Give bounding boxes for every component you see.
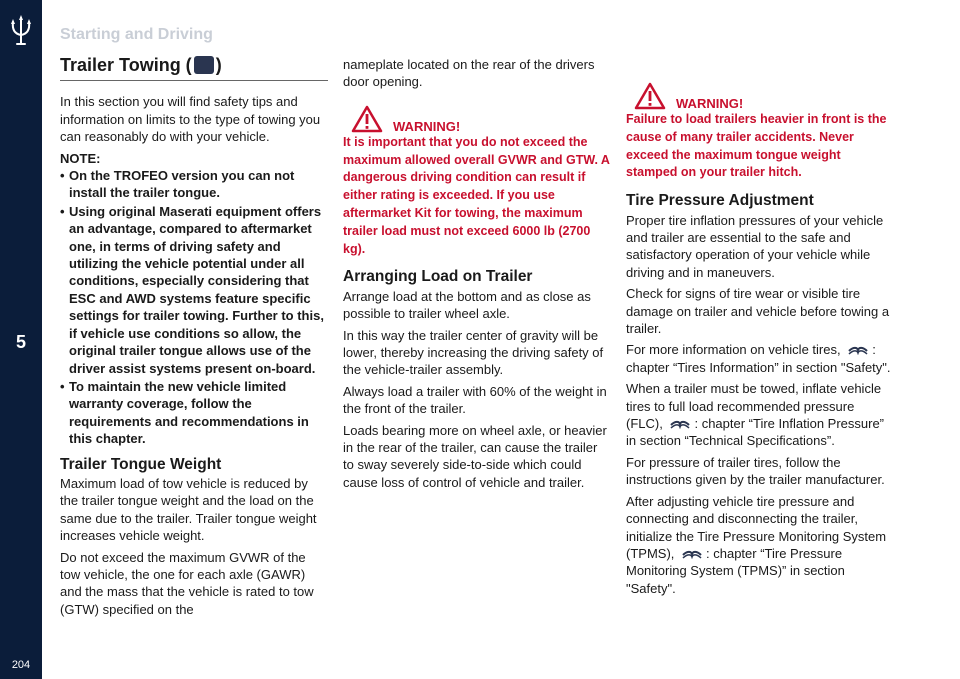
warning-icon xyxy=(634,82,666,110)
tongue-weight-paragraph: Do not exceed the maximum GVWR of the tow vehicle, the one for each axle (GAWR) and the mass that the vehicle is rated to tow (GTW) specified on the xyxy=(60,549,314,617)
page-number: 204 xyxy=(11,659,31,671)
arranging-paragraph: Arrange load at the bottom and as close as possible to trailer wheel axle. xyxy=(343,288,591,322)
chapter-number: 5 xyxy=(15,332,26,352)
book-reference-icon xyxy=(847,343,869,355)
tire-paragraph: For pressure of trailer tires, follow the instructions given by the trailer manufacturer. xyxy=(626,454,885,488)
tire-paragraph: When a trailer must be towed, inflate vehicle tires to full load recommended pressure (FLC), : chapter “Tire Inflation Pressure” in section “Technical Specifications”. xyxy=(626,381,885,449)
tire-paragraph: For more information on vehicle tires, : chapter “Tires Information” in section "Safety". xyxy=(626,342,891,375)
note-item: • Using original Maserati equipment offers an advantage, compared to aftermarket one, in terms of driving safety and utilizing the vehicle potential under all conditions, especially considering that ESC and AWD systems feature specific settings for trailer towing. Further to this, if vehicle use conditions so allow, the original trailer tongue allows use of the driver assist systems present on-board. xyxy=(60,203,328,377)
maserati-trident-logo xyxy=(8,14,34,48)
note-item: • On the TROFEO version you can not install the trailer tongue. xyxy=(60,167,328,202)
note-list xyxy=(60,167,328,448)
warning-icon xyxy=(351,105,383,133)
arranging-paragraph: Always load a trailer with 60% of the weight in the front of the trailer. xyxy=(343,383,607,417)
warning-text: It is important that you do not exceed the maximum allowed overall GVWR and GTW. A dangerous driving condition can result if either rating is exceeded. If you use aftermarket Kit for towing, the maximum trailer load must not exceed 6000 lb (2700 kg). xyxy=(343,134,610,256)
warning-text: Failure to load trailers heavier in front is the cause of many trailer accidents. Never exceed the maximum tongue weight stamped on your trailer hitch. xyxy=(626,112,887,180)
section-title: Trailer Towing ( ) xyxy=(60,56,328,81)
arranging-load-heading: Arranging Load on Trailer xyxy=(343,268,533,286)
note-label: NOTE: xyxy=(60,150,101,166)
column-2 xyxy=(343,56,611,495)
column-3 xyxy=(626,82,894,601)
running-header: Starting and Driving xyxy=(60,26,213,43)
warning-label: WARNING! xyxy=(676,96,744,111)
tongue-weight-heading: Trailer Tongue Weight xyxy=(60,455,222,473)
book-reference-icon xyxy=(681,547,703,559)
tire-pressure-heading: Tire Pressure Adjustment xyxy=(626,192,814,210)
tire-paragraph: Check for signs of tire wear or visible tire damage on trailer and vehicle before towing a trailer. xyxy=(626,286,890,337)
warning-label: WARNING! xyxy=(393,118,461,134)
continuation-paragraph: nameplate located on the rear of the drivers door opening. xyxy=(343,57,595,90)
arranging-paragraph: In this way the trailer center of gravity will be lower, thereby increasing the driving safety of the vehicle-trailer assembly. xyxy=(343,327,604,378)
warning-box xyxy=(626,82,894,182)
note-item: • To maintain the new vehicle limited warranty coverage, follow the requirements and recommendations in this chapter. xyxy=(60,378,328,448)
warning-box xyxy=(343,105,611,259)
tongue-weight-paragraph: Maximum load of tow vehicle is reduced by the trailer tongue weight and the load on the same due to the trailer. Trailer tongue weight increases vehicle weight. xyxy=(60,475,317,544)
arranging-paragraph: Loads bearing more on wheel axle, or heavier in the rear of the trailer, can cause the trailer to sway severely side-to-side which could cause loss of control of vehicle and trailer. xyxy=(343,422,607,490)
intro-paragraph: In this section you will find safety tips and information on limits to the type of towing you can reasonably do with your vehicle. xyxy=(60,94,321,145)
book-reference-icon xyxy=(669,417,691,429)
column-1 xyxy=(60,56,328,622)
tire-paragraph: After adjusting vehicle tire pressure and connecting and disconnecting the trailer, initialize the Tire Pressure Monitoring System (TPMS), : chapter “Tire Pressure Monitoring System (TPMS)” in section "Safety". xyxy=(626,493,887,596)
chapter-sidebar xyxy=(0,0,42,679)
tire-paragraph: Proper tire inflation pressures of your vehicle and trailer are essential to the safe and satisfactory operation of your vehicle while driving and in maneuvers. xyxy=(626,212,884,280)
trailer-icon xyxy=(194,56,214,74)
